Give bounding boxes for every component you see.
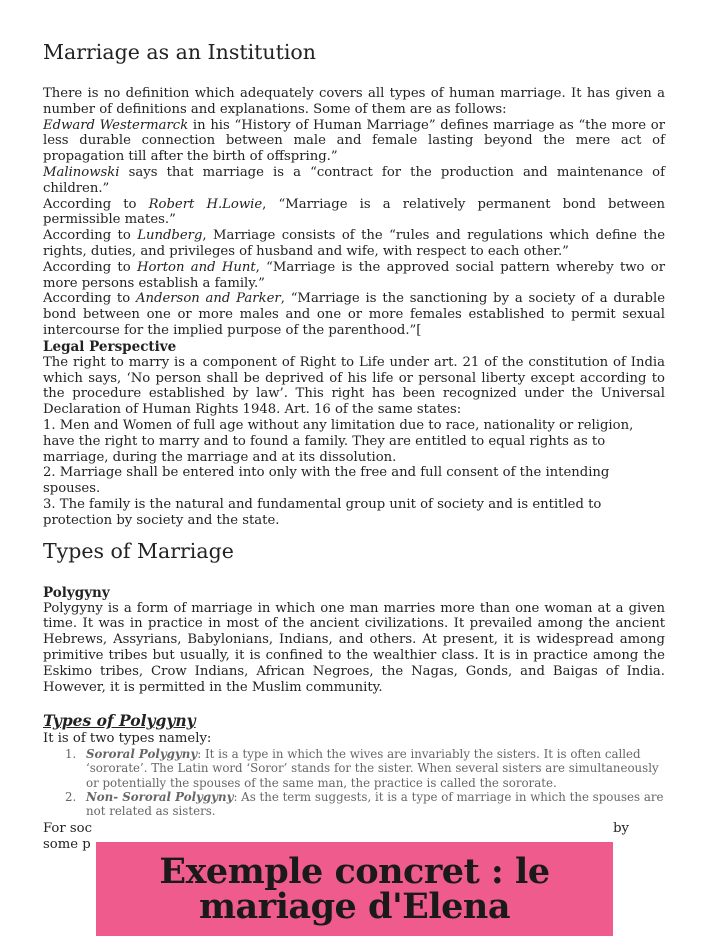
section-title-types: Types of Marriage bbox=[43, 538, 234, 563]
legal-point-1: 1. Men and Women of full age without any limitation due to race, nationality or religion, have the right to marry and to found a family. They are entitled to equal rights as to marriage, during the marriage and at its dissolution. bbox=[43, 417, 634, 465]
legal-perspective-heading: Legal Perspective bbox=[43, 338, 177, 355]
types-of-polygyny-heading: Types of Polygyny bbox=[43, 711, 196, 731]
definition-text: in his “History of Human Marriage” defines marriage as “the more or less durable connection between male and female lasting beyond the mere act of propagation till after the birth of offspring.” bbox=[43, 117, 665, 165]
author-name: Anderson and Parker bbox=[135, 291, 281, 307]
author-name: Horton and Hunt bbox=[136, 259, 256, 275]
definition-text: , “Marriage is the sanctioning by a society of a durable bond between one or more males and one or more females established to permit sexual intercourse for the implied purpose of the parenthood.”[ bbox=[43, 291, 665, 338]
type-text: : It is a type in which the wives are invariably the sisters. It is often called ‘sororate’. The Latin word ‘Soror’ stands for the sister. When several sisters are simultaneously or potentially the spouses of the same man, the practice is called the sororate. bbox=[86, 747, 659, 790]
definition-pre: According to bbox=[43, 291, 136, 307]
polygyny-paragraph: Polygyny is a form of marriage in which one man marries more than one woman at a given time. It was in practice in most of the ancient civilizations. It prevailed among the ancient Hebrews, Assyrians, Babylonians, Indians, and others. At present, it is widespread among primitive tribes but usually, it is confined to the wealthier class. It is in practice among the Eskimo tribes, Crow Indians, African Negroes, the Nagas, Gonds, and Baigas of India. However, it is permitted in the Muslim community. bbox=[43, 600, 665, 695]
definition-anderson-parker bbox=[43, 291, 665, 338]
definition-pre: According to bbox=[43, 259, 137, 275]
section-title-institution: Marriage as an Institution bbox=[43, 40, 316, 64]
overlay-title bbox=[159, 851, 550, 927]
type-text: : As the term suggests, it is a type of marriage in which the spouses are not related as sisters. bbox=[86, 789, 664, 818]
author-name: Lundberg bbox=[137, 228, 203, 244]
list-number: 1. bbox=[65, 747, 77, 762]
tail-end: by bbox=[613, 821, 629, 837]
document-page bbox=[43, 38, 665, 853]
author-name: Edward Westermarck bbox=[43, 117, 189, 133]
definition-text: says that marriage is a “contract for the production and maintenance of children.” bbox=[43, 164, 665, 196]
list-item bbox=[65, 789, 665, 818]
tail-line-2: some p bbox=[43, 836, 91, 852]
polygyny-heading: Polygyny bbox=[43, 584, 110, 601]
types-intro: It is of two types namely: bbox=[43, 731, 212, 747]
list-number: 2. bbox=[65, 789, 77, 804]
author-name: Malinowski bbox=[43, 164, 120, 180]
title-overlay-banner bbox=[96, 842, 613, 936]
definition-pre: According to bbox=[43, 228, 138, 244]
definition-lowie bbox=[43, 197, 665, 229]
legal-point-2: 2. Marriage shall be entered into only with the free and full consent of the intending spouses. bbox=[43, 465, 610, 497]
definition-westermarck bbox=[43, 118, 665, 165]
overlay-title-line-2: mariage d'Elena bbox=[198, 886, 511, 927]
definition-text: , Marriage consists of the “rules and regulations which define the rights, duties, and privileges of husband and wife, with respect to each other.” bbox=[43, 228, 666, 259]
definition-malinowski bbox=[43, 165, 665, 197]
definition-text: , “Marriage is the approved social pattern whereby two or more persons establish a family.” bbox=[43, 259, 666, 291]
polygyny-types-list bbox=[43, 747, 665, 818]
type-term: Sororal Polygyny bbox=[86, 747, 198, 762]
definition-pre: According to bbox=[43, 196, 149, 212]
type-term: Non- Sororal Polygyny bbox=[86, 789, 234, 804]
author-name: Robert H.Lowie bbox=[148, 196, 263, 212]
legal-point-3: 3. The family is the natural and fundamental group unit of society and is entitled to protection by society and the state. bbox=[43, 496, 602, 528]
definition-lundberg bbox=[43, 228, 665, 260]
definition-text: , “Marriage is a relatively permanent bond between permissible mates.” bbox=[43, 196, 665, 228]
definition-horton-hunt bbox=[43, 260, 665, 292]
intro-paragraph: There is no definition which adequately covers all types of human marriage. It has given a number of definitions and explanations. Some of them are as follows: bbox=[43, 86, 665, 117]
tail-line-1: For soc bbox=[43, 821, 92, 837]
overlay-title-line-1: Exemple concret : le bbox=[159, 851, 550, 892]
list-item bbox=[65, 747, 665, 790]
legal-paragraph: The right to marry is a component of Right to Life under art. 21 of the constitution of India which says, ‘No person shall be deprived of his life or personal liberty except according to the procedure established by law’. This right has been recognized under the Universal Declaration of Human Rights 1948. Art. 16 of the same states: bbox=[43, 354, 665, 418]
